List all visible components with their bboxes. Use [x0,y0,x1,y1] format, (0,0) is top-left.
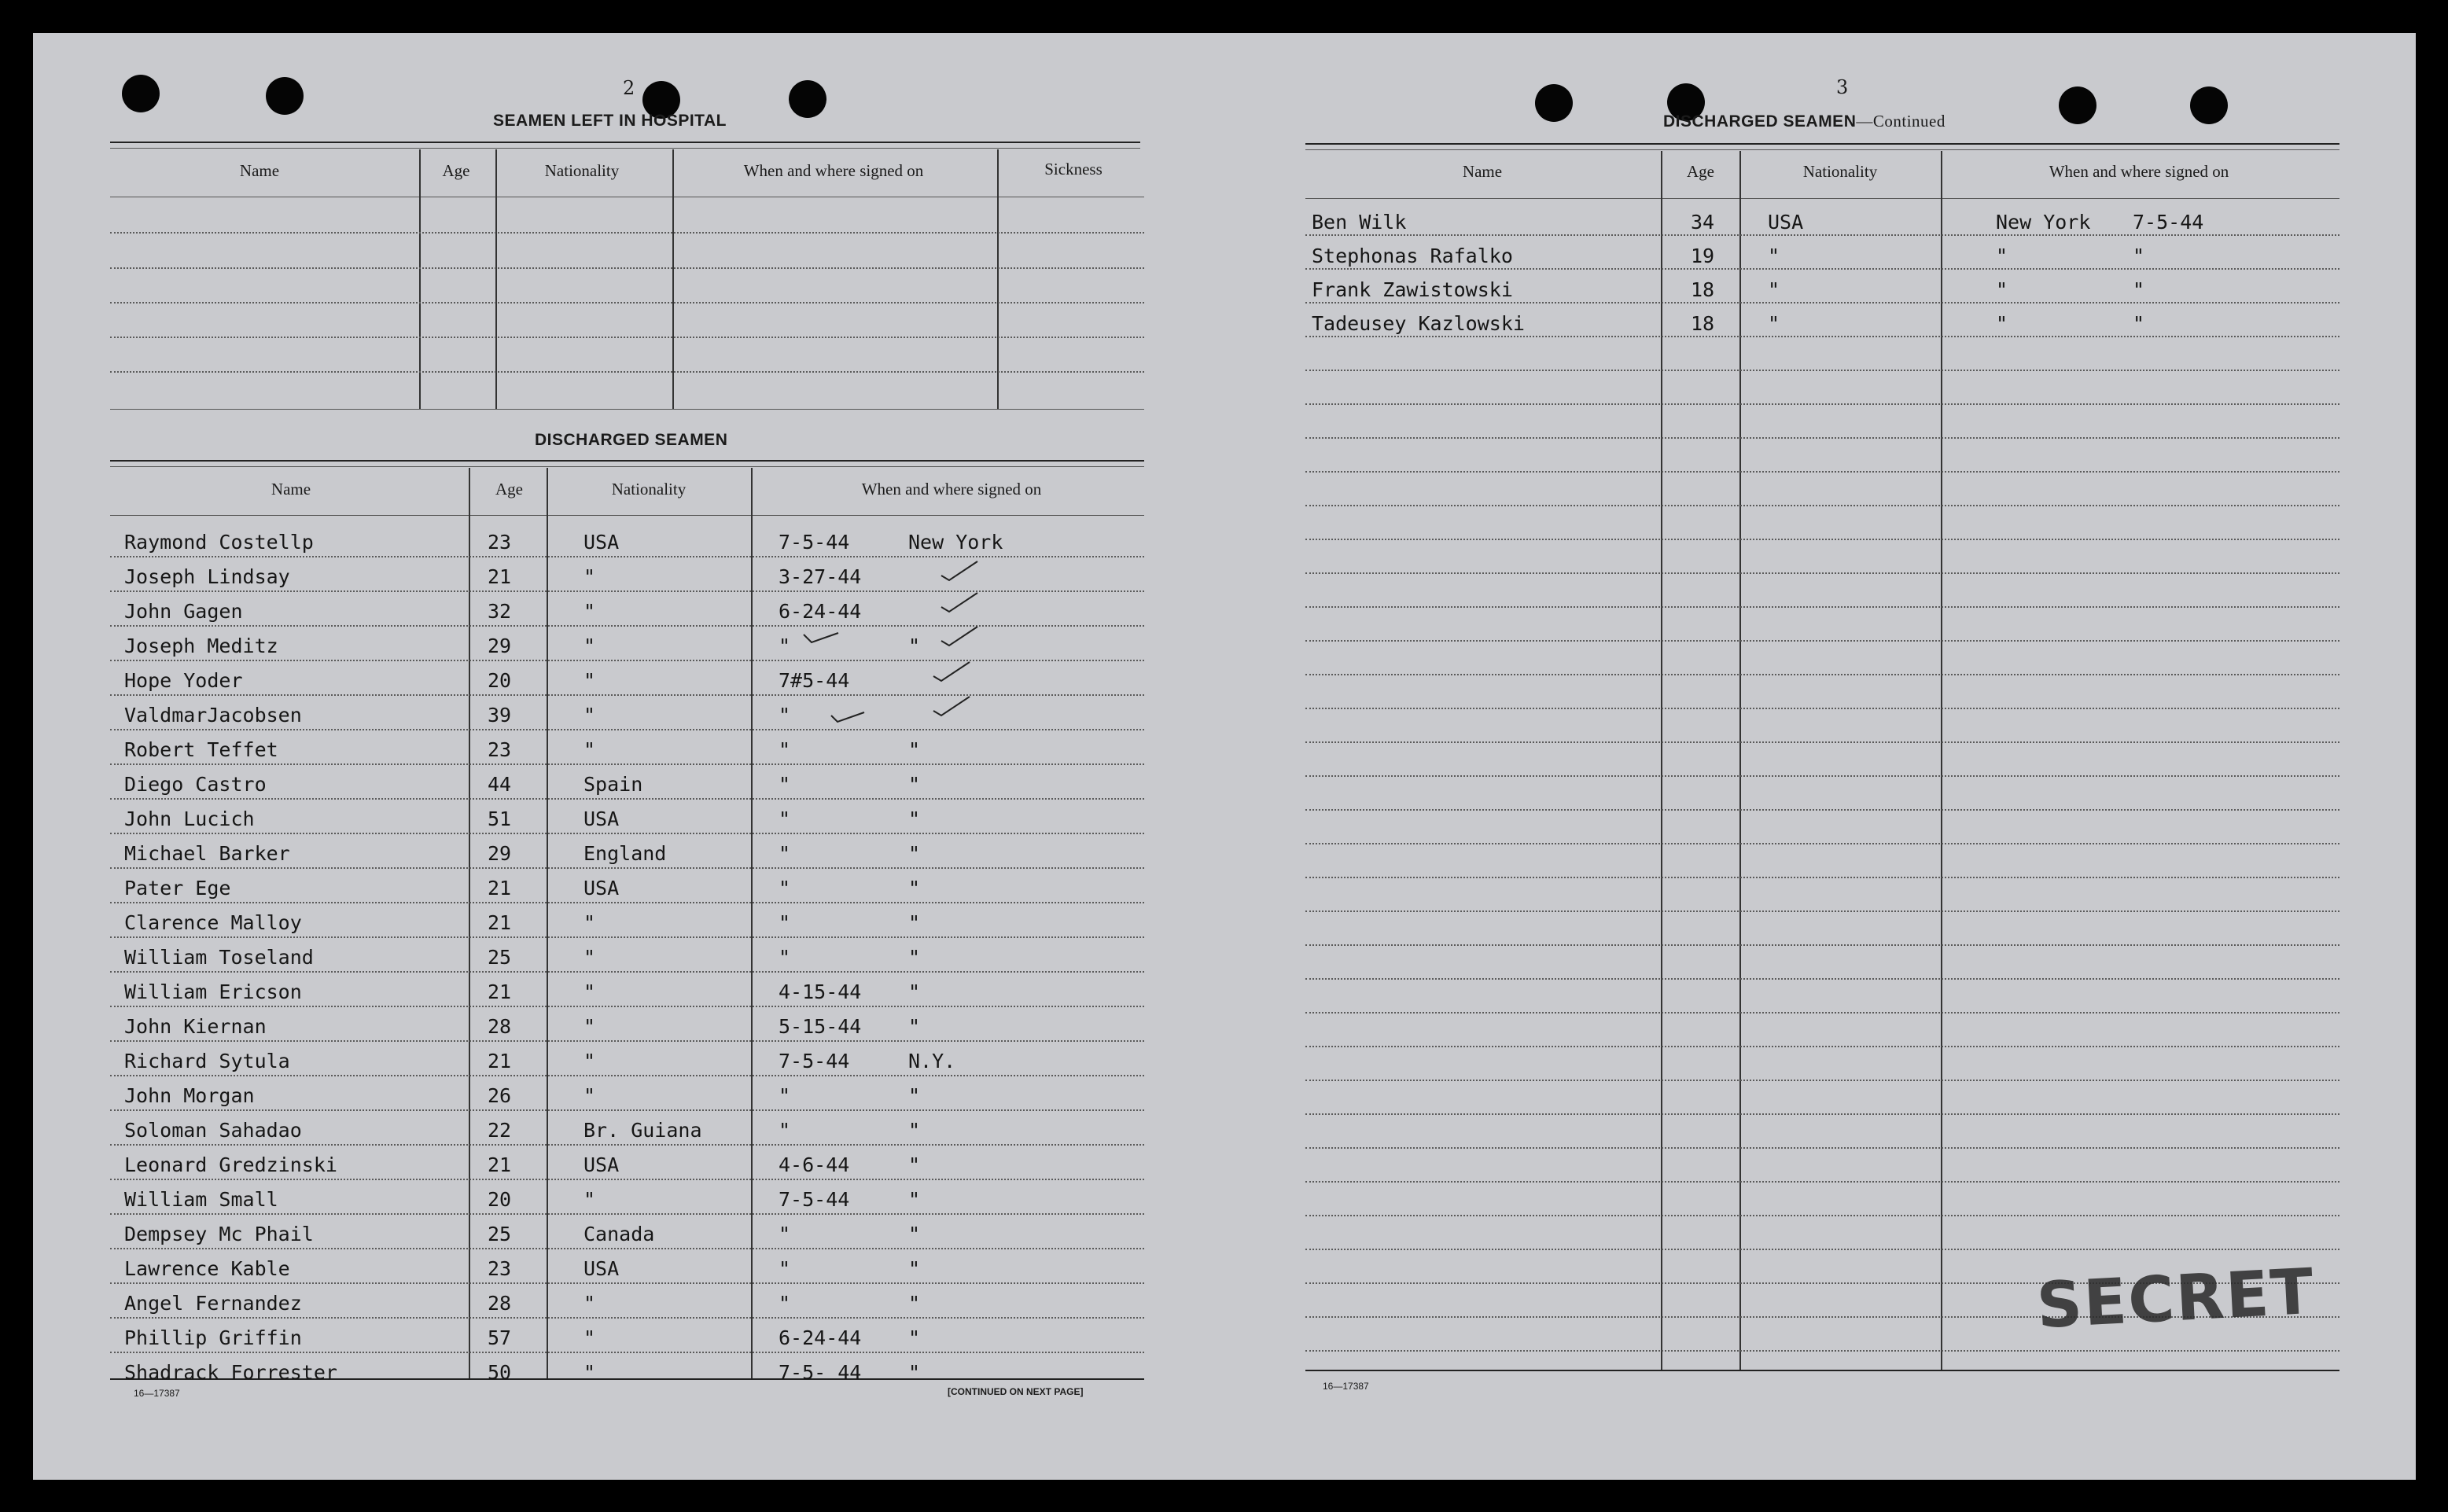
seaman-nationality: " [583,1292,596,1315]
rule [110,1040,1144,1042]
signed-on-place: " [908,1361,921,1384]
right-header-age: Age [1687,162,1714,181]
signed-on-place: " [908,1015,921,1038]
rule [110,660,1144,661]
rule [1661,151,1662,1370]
seaman-name: Raymond Costellp [124,531,314,554]
seaman-name: Tadeusey Kazlowski [1312,312,1525,335]
rule [1305,370,2339,371]
hospital-section-title: SEAMEN LEFT IN HOSPITAL [493,112,727,130]
rule [1305,198,2339,199]
seaman-age: 23 [488,1257,512,1280]
signed-on-date: " [779,738,791,761]
seaman-name: Leonard Gredzinski [124,1153,337,1176]
rule [110,1179,1144,1180]
rule [110,867,1144,869]
seaman-age: 22 [488,1119,512,1142]
right-header-nationality: Nationality [1802,162,1878,181]
seaman-age: 32 [488,600,512,623]
right-header-name: Name [1462,162,1503,181]
seaman-nationality: " [1768,245,1780,267]
seaman-nationality: Canada [583,1223,655,1245]
signed-on-place: " [908,980,921,1003]
seaman-name: William Small [124,1188,278,1211]
rule [110,409,1144,410]
seaman-age: 44 [488,773,512,796]
signed-on-place: " [908,946,921,969]
signed-on-place: " [908,1119,921,1142]
title-suffix: —Continued [1856,112,1946,131]
seaman-nationality: " [583,1050,596,1072]
punch-hole [122,75,160,112]
rule [110,1352,1144,1353]
rule [110,902,1144,903]
right-header-signed-on: When and where signed on [2049,162,2229,181]
seaman-age: 50 [488,1361,512,1384]
seaman-name: Ben Wilk [1312,211,1407,234]
rule [110,371,1144,373]
signed-on-date: " [779,1119,791,1142]
rule [1739,151,1741,1370]
check-mark-icon [932,693,971,717]
seaman-nationality: " [583,738,596,761]
seaman-age: 51 [488,808,512,830]
seaman-nationality: England [583,842,667,865]
punch-hole [1535,84,1573,122]
rule [110,590,1144,592]
signed-on-place: " [908,877,921,899]
signed-on-place: " [908,1257,921,1280]
seaman-nationality: " [583,1361,596,1384]
signed-on-place: " [1996,245,2008,267]
rule [110,148,1140,149]
rule [1305,1012,2339,1014]
rule [110,1006,1144,1007]
rule [1305,1080,2339,1081]
rule [110,1109,1144,1111]
signed-on-date: 7-5-44 [779,1188,850,1211]
seaman-name: Michael Barker [124,842,290,865]
rule [1305,708,2339,709]
discharged-header-name: Name [271,480,311,498]
signed-on-place: " [908,1153,921,1176]
seaman-name: Pater Ege [124,877,231,899]
seaman-name: Robert Teffet [124,738,278,761]
discharged-header-signed-on: When and where signed on [861,480,1042,498]
signed-on-date: 7-5-44 [2133,211,2204,234]
seaman-name: Hope Yoder [124,669,243,692]
check-mark-icon [830,704,869,728]
seaman-nationality: " [583,635,596,657]
seaman-name: John Lucich [124,808,255,830]
rule [1305,336,2339,337]
seaman-age: 20 [488,669,512,692]
rule [1941,151,1942,1370]
rule [110,1282,1144,1284]
rule [110,936,1144,938]
signed-on-date: " [779,1084,791,1107]
punch-hole [2190,86,2228,124]
rule [1305,1147,2339,1149]
rule [110,556,1144,557]
rule [1305,143,2339,145]
seaman-age: 28 [488,1015,512,1038]
page-number-left: 2 [623,77,635,99]
rule [1305,809,2339,811]
rule [997,149,999,409]
signed-on-date: 3-27-44 [779,565,862,588]
signed-on-date: " [2133,312,2145,335]
rule [110,337,1144,338]
seaman-nationality: USA [583,877,620,899]
seaman-age: 18 [1691,312,1715,335]
signed-on-date: 5-15-44 [779,1015,862,1038]
rule [110,302,1144,304]
rule [1305,877,2339,878]
seaman-name: Clarence Malloy [124,911,302,934]
signed-on-date: " [779,1257,791,1280]
rule [110,515,1144,516]
seaman-nationality: " [583,704,596,727]
signed-on-place: " [908,1326,921,1349]
discharged-header-age: Age [495,480,523,498]
seaman-nationality: USA [1768,211,1804,234]
rule [1305,640,2339,642]
seaman-age: 23 [488,738,512,761]
seaman-age: 21 [488,565,512,588]
signed-on-date: 6-24-44 [779,1326,862,1349]
discharged-header-nationality: Nationality [611,480,687,498]
form-number-right: 16—17387 [1323,1381,1369,1392]
signed-on-date: " [779,808,791,830]
seaman-name: Lawrence Kable [124,1257,290,1280]
seaman-nationality: USA [583,808,620,830]
punch-hole [266,77,304,115]
signed-on-date: 7-5-44 [779,531,850,554]
rule [1305,234,2339,236]
seaman-nationality: " [583,1084,596,1107]
rule [1305,471,2339,473]
signed-on-place: New York [1996,211,2091,234]
check-mark-icon [802,625,841,649]
rule [1305,149,2339,150]
rule [1305,911,2339,912]
rule [751,468,753,1378]
seaman-name: Shadrack Forrester [124,1361,337,1384]
seaman-age: 29 [488,842,512,865]
rule [110,232,1144,234]
seaman-nationality: Br. Guiana [583,1119,702,1142]
seaman-name: Angel Fernandez [124,1292,302,1315]
rule [1305,775,2339,777]
seaman-name: Joseph Meditz [124,635,278,657]
secret-stamp: SECRET [2034,1254,2317,1343]
signed-on-place: " [908,808,921,830]
continued-note: [CONTINUED ON NEXT PAGE] [948,1386,1084,1397]
punch-hole [2059,86,2096,124]
form-number-left: 16—17387 [134,1388,180,1399]
rule [1305,843,2339,844]
seaman-name: William Toseland [124,946,314,969]
signed-on-place: " [908,738,921,761]
seaman-age: 21 [488,911,512,934]
seaman-name: Phillip Griffin [124,1326,302,1349]
seaman-name: Diego Castro [124,773,267,796]
punch-hole [789,80,826,118]
seaman-age: 20 [488,1188,512,1211]
signed-on-date: " [2133,245,2145,267]
seaman-nationality: " [583,1015,596,1038]
rule [1305,1181,2339,1183]
rule [110,1213,1144,1215]
signed-on-place: " [908,1188,921,1211]
signed-on-place: " [908,635,921,657]
rule [1305,606,2339,608]
seaman-nationality: " [583,565,596,588]
rule [1305,302,2339,304]
signed-on-date: " [779,1292,791,1315]
signed-on-date: " [779,1223,791,1245]
hospital-header-name: Name [239,161,280,180]
seaman-name: Frank Zawistowski [1312,278,1513,301]
seaman-nationality: USA [583,1257,620,1280]
seaman-nationality: " [583,911,596,934]
seaman-name: Joseph Lindsay [124,565,290,588]
rule [110,833,1144,834]
rule [1305,978,2339,980]
rule [1305,1046,2339,1047]
hospital-header-sickness: Sickness [1044,160,1103,178]
rule [110,142,1140,143]
seaman-age: 25 [488,946,512,969]
signed-on-date: 7-5-44 [779,1050,850,1072]
rule [547,468,548,1378]
title-main: DISCHARGED SEAMEN [1663,112,1857,131]
signed-on-place: " [908,842,921,865]
seaman-name: John Morgan [124,1084,255,1107]
rule [110,267,1144,269]
rule [1305,437,2339,439]
seaman-nationality: " [1768,312,1780,335]
signed-on-date: " [779,704,791,727]
rule [1305,674,2339,675]
rule [110,625,1144,627]
rule [110,460,1144,462]
signed-on-place: " [908,1084,921,1107]
signed-on-date: " [779,877,791,899]
seaman-nationality: Spain [583,773,643,796]
signed-on-place: " [908,911,921,934]
rule [495,149,497,409]
signed-on-date: 6-24-44 [779,600,862,623]
seaman-age: 23 [488,531,512,554]
seaman-age: 28 [488,1292,512,1315]
signed-on-date: " [779,842,791,865]
rule [110,798,1144,800]
rule [1305,1249,2339,1250]
rule [110,466,1144,467]
rule [1305,505,2339,506]
rule [419,149,421,409]
seaman-nationality: " [583,1188,596,1211]
discharged-section-title: DISCHARGED SEAMEN [535,431,728,449]
seaman-nationality: " [1768,278,1780,301]
rule [1305,741,2339,743]
rule [1305,1113,2339,1115]
seaman-age: 21 [488,1050,512,1072]
document-sheet [33,33,2416,1480]
rule [672,149,674,409]
rule [110,1144,1144,1146]
seaman-age: 19 [1691,245,1715,267]
rule [1305,268,2339,270]
check-mark-icon [932,659,971,682]
seaman-name: Dempsey Mc Phail [124,1223,314,1245]
discharged-continued-title [1663,112,1946,131]
signed-on-place: N.Y. [908,1050,956,1072]
seaman-nationality: " [583,946,596,969]
seaman-nationality: USA [583,1153,620,1176]
check-mark-icon [940,624,979,647]
rule [1305,403,2339,405]
signed-on-date: 7-5- 44 [779,1361,862,1384]
seaman-age: 34 [1691,211,1715,234]
rule [1305,944,2339,946]
signed-on-date: 4-15-44 [779,980,862,1003]
seaman-name: Soloman Sahadao [124,1119,302,1142]
signed-on-place: " [1996,312,2008,335]
seaman-name: Richard Sytula [124,1050,290,1072]
seaman-age: 26 [488,1084,512,1107]
seaman-age: 21 [488,1153,512,1176]
rule [110,763,1144,765]
seaman-name: John Gagen [124,600,243,623]
seaman-age: 25 [488,1223,512,1245]
rule [110,1248,1144,1249]
seaman-age: 29 [488,635,512,657]
hospital-header-age: Age [442,161,470,180]
signed-on-date: 7#5-44 [779,669,850,692]
seaman-age: 57 [488,1326,512,1349]
rule [1305,572,2339,574]
signed-on-date: " [779,773,791,796]
seaman-name: Stephonas Rafalko [1312,245,1513,267]
seaman-nationality: " [583,980,596,1003]
page-number-right: 3 [1836,76,1849,98]
seaman-nationality: " [583,669,596,692]
seaman-nationality: " [583,600,596,623]
rule [1305,539,2339,540]
seaman-nationality: " [583,1326,596,1349]
rule [469,468,470,1378]
signed-on-place: " [908,1223,921,1245]
rule [1305,1350,2339,1352]
seaman-name: ValdmarJacobsen [124,704,302,727]
seaman-name: John Kiernan [124,1015,267,1038]
signed-on-place: " [908,1292,921,1315]
check-mark-icon [940,558,979,582]
rule [110,1317,1144,1319]
rule [110,729,1144,730]
seaman-age: 21 [488,980,512,1003]
signed-on-place: " [1996,278,2008,301]
seaman-age: 18 [1691,278,1715,301]
signed-on-place: " [908,773,921,796]
check-mark-icon [940,590,979,613]
hospital-header-signed-on: When and where signed on [743,161,924,180]
rule [110,971,1144,973]
signed-on-date: " [2133,278,2145,301]
hospital-header-nationality: Nationality [544,161,620,180]
signed-on-date: " [779,911,791,934]
seaman-age: 39 [488,704,512,727]
rule [1305,1370,2339,1371]
rule [1305,1215,2339,1216]
signed-on-date: 4-6-44 [779,1153,850,1176]
seaman-age: 21 [488,877,512,899]
signed-on-place: New York [908,531,1003,554]
seaman-nationality: USA [583,531,620,554]
rule [110,694,1144,696]
seaman-name: William Ericson [124,980,302,1003]
signed-on-date: " [779,635,791,657]
signed-on-date: " [779,946,791,969]
rule [110,1075,1144,1076]
